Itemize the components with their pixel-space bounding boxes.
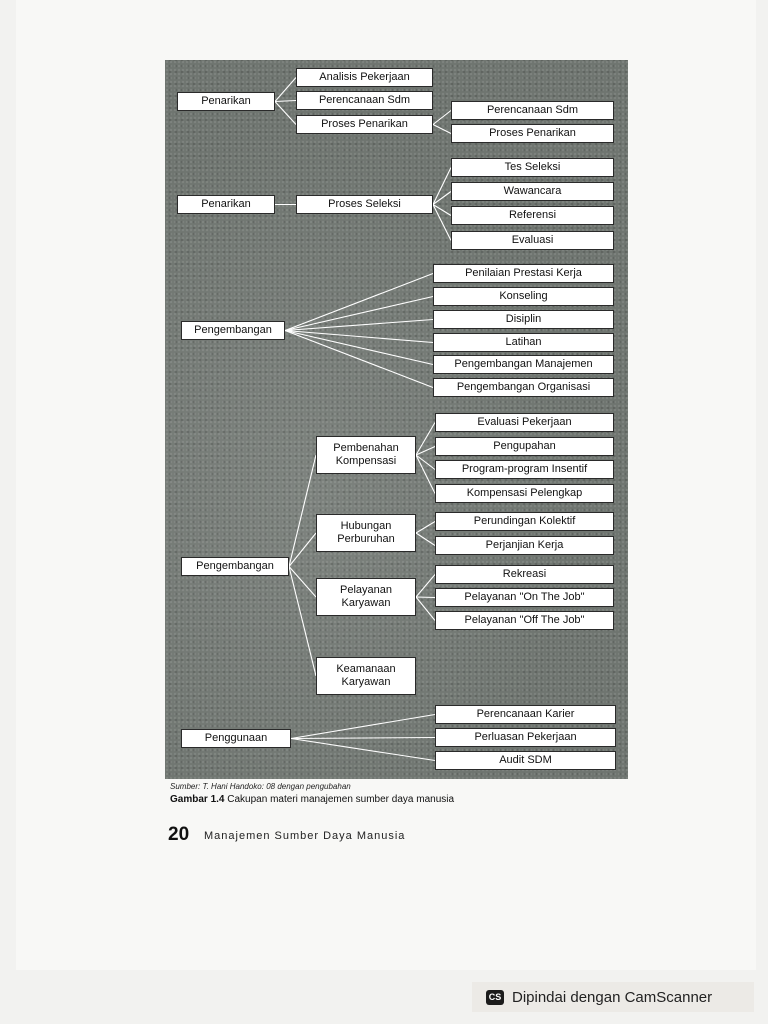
mid-pelayanan-karyawan: Pelayanan Karyawan (316, 578, 416, 616)
leaf-penilaian-prestasi-kerja: Penilaian Prestasi Kerja (433, 264, 614, 283)
leaf-latihan: Latihan (433, 333, 614, 352)
leaf-perundingan-kolektif: Perundingan Kolektif (435, 512, 614, 531)
leaf-pelayanan-off-the-job: Pelayanan "Off The Job" (435, 611, 614, 630)
mid-proses-penarikan: Proses Penarikan (296, 115, 433, 134)
figure-caption (170, 794, 454, 805)
root-pengembangan-1: Pengembangan (181, 321, 285, 340)
mid-proses-seleksi: Proses Seleksi (296, 195, 433, 214)
leaf-disiplin: Disiplin (433, 310, 614, 329)
mid-keamanaan-karyawan: Keamanaan Karyawan (316, 657, 416, 695)
leaf-konseling: Konseling (433, 287, 614, 306)
mid-hubungan-perburuhan: Hubungan Perburuhan (316, 514, 416, 552)
figure-label: Gambar 1.4 (170, 794, 225, 805)
mid-perencanaan-sdm: Perencanaan Sdm (296, 91, 433, 110)
root-pengembangan-2: Pengembangan (181, 557, 289, 576)
leaf-perjanjian-kerja: Perjanjian Kerja (435, 536, 614, 555)
leaf-program-program-insentif: Program-program Insentif (435, 460, 614, 479)
camscanner-watermark (472, 982, 754, 1012)
camscanner-logo-icon: CS (486, 990, 504, 1005)
leaf-audit-sdm: Audit SDM (435, 751, 616, 770)
leaf-pelayanan-on-the-job: Pelayanan "On The Job" (435, 588, 614, 607)
source-note: Sumber: T. Hani Handoko: 08 dengan pengubahan (170, 782, 351, 791)
running-title: Manajemen Sumber Daya Manusia (204, 830, 406, 842)
root-penggunaan: Penggunaan (181, 729, 291, 748)
leaf-rekreasi: Rekreasi (435, 565, 614, 584)
leaf-pengupahan: Pengupahan (435, 437, 614, 456)
leaf-proses-penarikan: Proses Penarikan (451, 124, 614, 143)
leaf-evaluasi-pekerjaan: Evaluasi Pekerjaan (435, 413, 614, 432)
leaf-perencanaan-karier: Perencanaan Karier (435, 705, 616, 724)
leaf-referensi: Referensi (451, 206, 614, 225)
page-number: 20 (168, 824, 190, 845)
mid-analisis-pekerjaan: Analisis Pekerjaan (296, 68, 433, 87)
root-penarikan-2: Penarikan (177, 195, 275, 214)
leaf-wawancara: Wawancara (451, 182, 614, 201)
leaf-evaluasi: Evaluasi (451, 231, 614, 250)
leaf-perluasan-pekerjaan: Perluasan Pekerjaan (435, 728, 616, 747)
figure-caption-text: Cakupan materi manajemen sumber daya manusia (224, 794, 455, 805)
leaf-pengembangan-organisasi: Pengembangan Organisasi (433, 378, 614, 397)
leaf-kompensasi-pelengkap: Kompensasi Pelengkap (435, 484, 614, 503)
watermark-text: Dipindai dengan CamScanner (512, 988, 713, 1006)
mid-pembenahan-kompensasi: Pembenahan Kompensasi (316, 436, 416, 474)
root-penarikan-1: Penarikan (177, 92, 275, 111)
leaf-perencanaan-sdm: Perencanaan Sdm (451, 101, 614, 120)
leaf-tes-seleksi: Tes Seleksi (451, 158, 614, 177)
leaf-pengembangan-manajemen: Pengembangan Manajemen (433, 355, 614, 374)
